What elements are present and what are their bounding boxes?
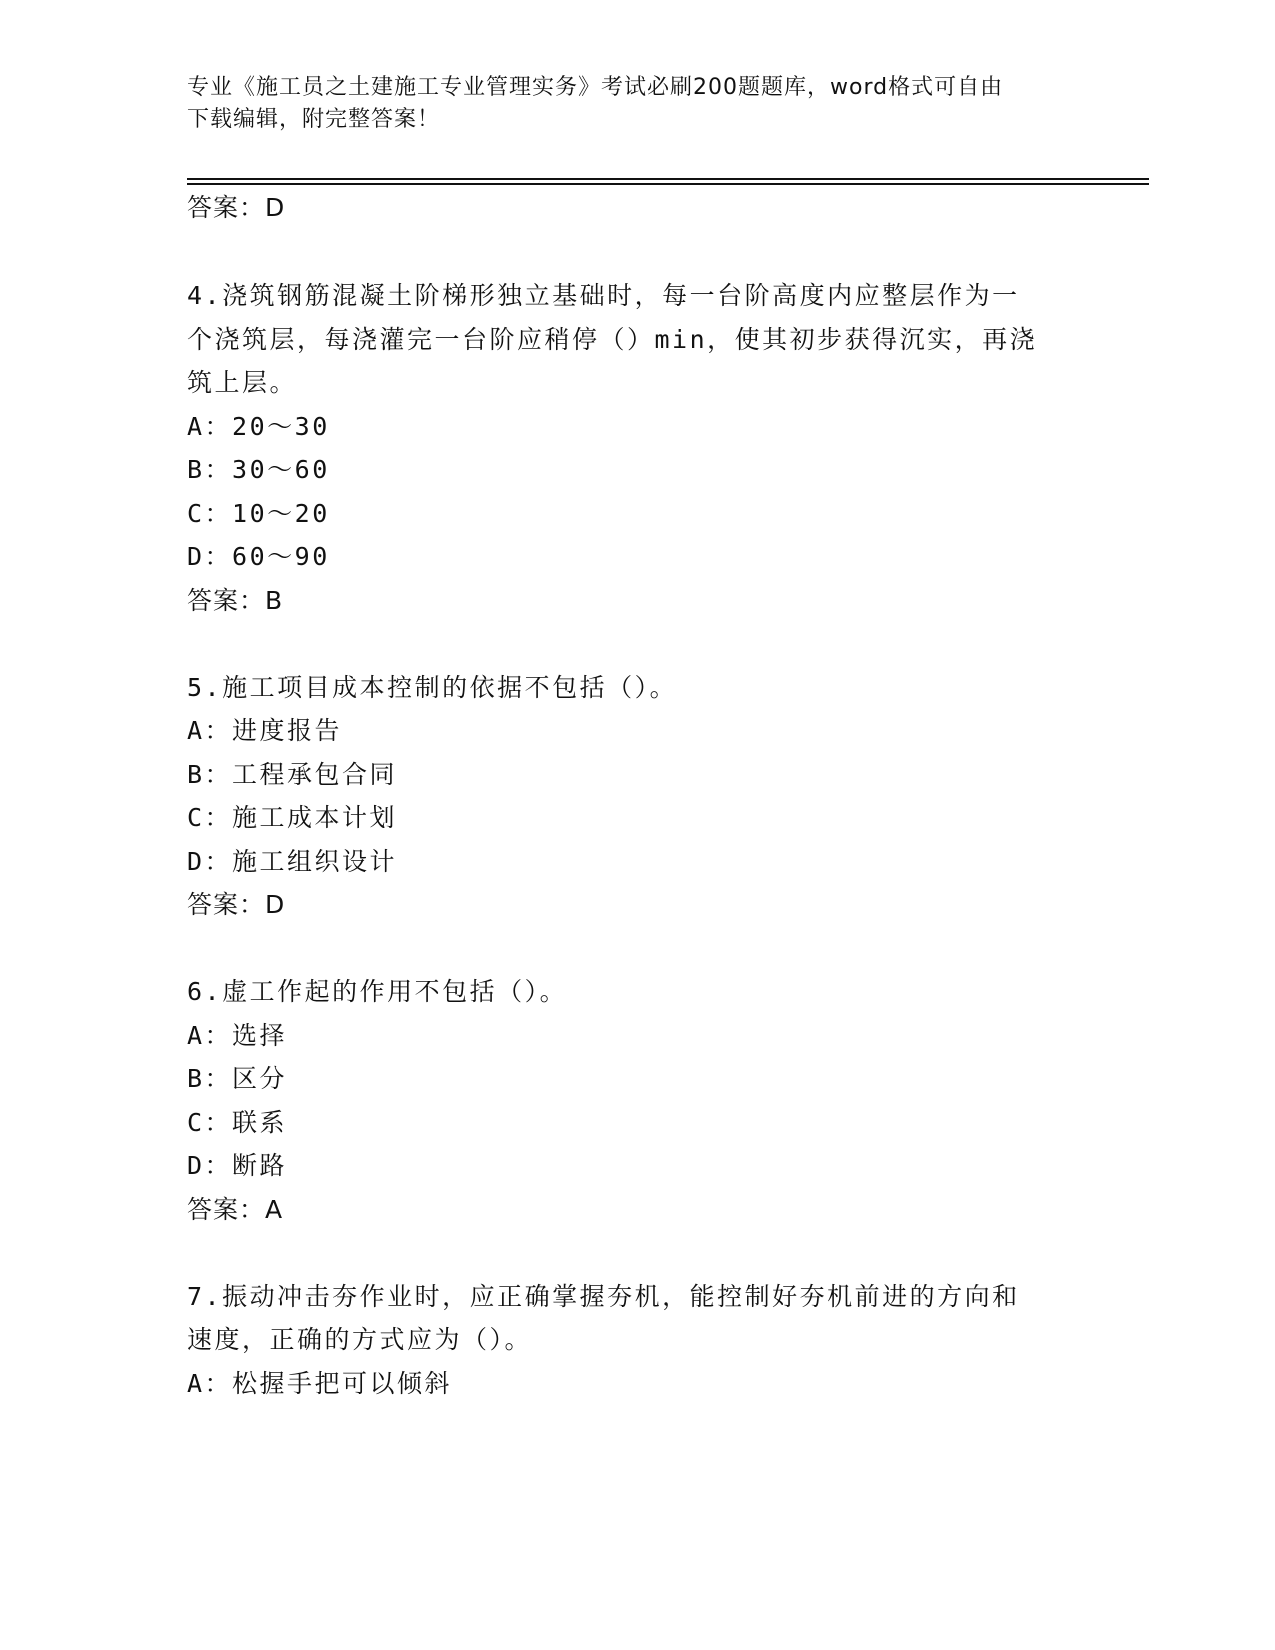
- q6-option-d: D：断路: [187, 1151, 288, 1180]
- q6-option-a: A：选择: [187, 1021, 288, 1050]
- header-divider-top: [187, 178, 1149, 180]
- q5-option-a: A：进度报告: [187, 716, 343, 745]
- q7-option-a: A：松握手把可以倾斜: [187, 1369, 453, 1398]
- q4-option-d: D：60～90: [187, 542, 330, 571]
- q4-stem-line-2: 个浇筑层，每浇灌完一台阶应稍停（）min，使其初步获得沉实，再浇: [187, 325, 1038, 354]
- answer-q3: 答案：D: [187, 193, 286, 222]
- q5-option-d: D：施工组织设计: [187, 847, 398, 876]
- q6-answer: 答案：A: [187, 1195, 284, 1224]
- header-line-1: 专业《施工员之土建施工专业管理实务》考试必刷200题题库，word格式可自由: [187, 75, 1004, 100]
- q4-stem-line-1: 4.浇筑钢筋混凝土阶梯形独立基础时，每一台阶高度内应整层作为一: [187, 281, 1020, 310]
- header-line-2: 下载编辑，附完整答案！: [187, 107, 441, 132]
- q5-option-c: C：施工成本计划: [187, 803, 398, 832]
- document-header: [187, 72, 1087, 136]
- q6-option-b: B：区分: [187, 1064, 288, 1093]
- q4-option-c: C：10～20: [187, 499, 330, 528]
- q5-answer: 答案：D: [187, 890, 286, 919]
- q4-answer: 答案：B: [187, 586, 284, 615]
- q4-option-b: B：30～60: [187, 455, 330, 484]
- header-divider-bottom: [187, 183, 1149, 185]
- q5-stem-line-1: 5.施工项目成本控制的依据不包括（）。: [187, 673, 678, 702]
- q7-stem-line-2: 速度，正确的方式应为（）。: [187, 1325, 533, 1354]
- q6-option-c: C：联系: [187, 1108, 288, 1137]
- q6-stem-line-1: 6.虚工作起的作用不包括（）。: [187, 977, 568, 1006]
- q5-option-b: B：工程承包合同: [187, 760, 398, 789]
- q4-option-a: A：20～30: [187, 412, 330, 441]
- q7-stem-line-1: 7.振动冲击夯作业时，应正确掌握夯机，能控制好夯机前进的方向和: [187, 1282, 1020, 1311]
- q4-stem-line-3: 筑上层。: [187, 368, 298, 397]
